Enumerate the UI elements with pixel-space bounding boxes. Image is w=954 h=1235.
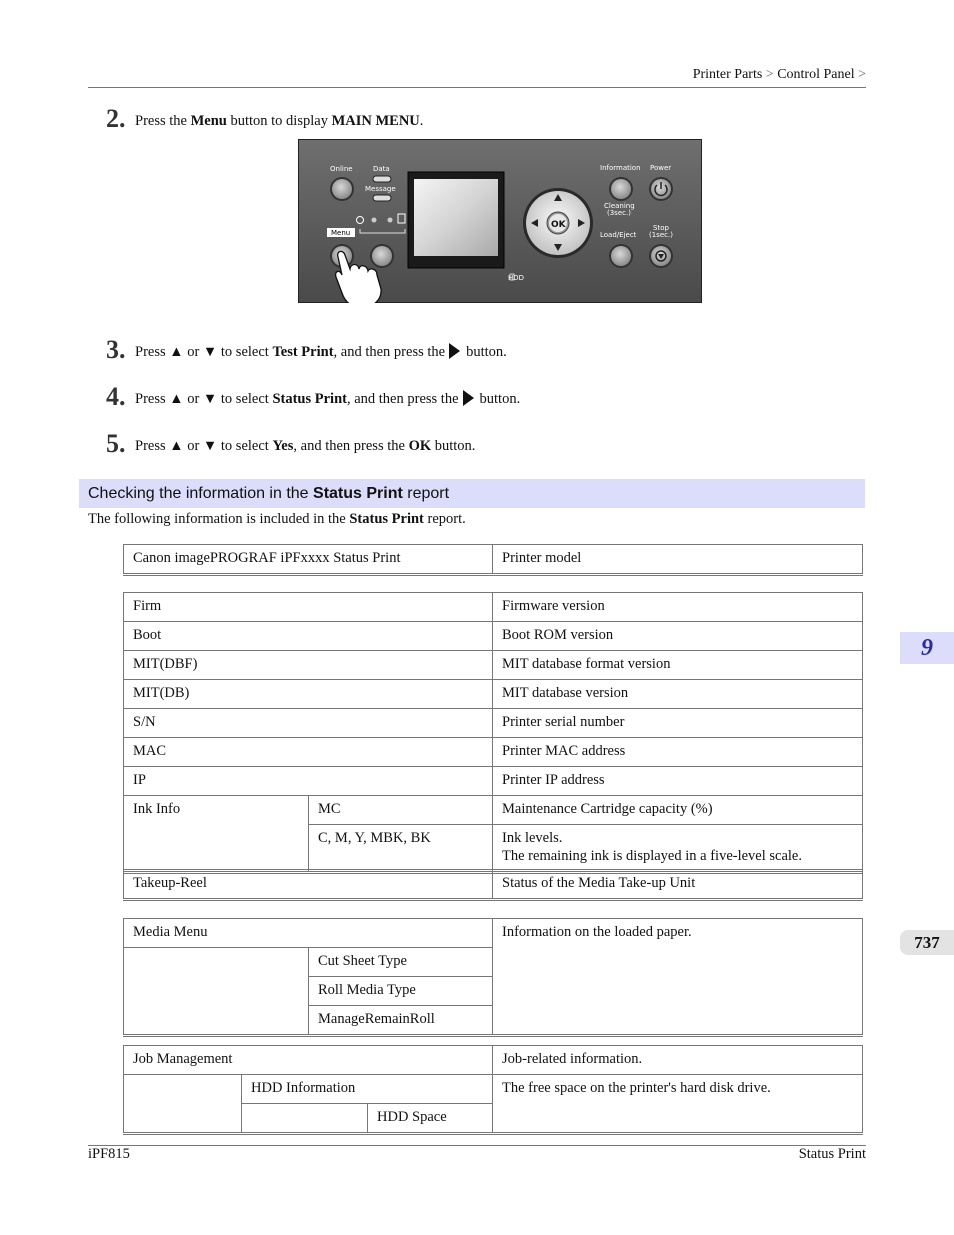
step-text: Press ▲ or ▼ to select bbox=[135, 438, 273, 454]
svg-text:Load/Eject: Load/Eject bbox=[600, 231, 637, 239]
control-panel-illustration bbox=[298, 139, 702, 303]
section-heading bbox=[79, 479, 865, 508]
printer-model-table bbox=[123, 544, 863, 576]
svg-text:HDD: HDD bbox=[508, 274, 525, 282]
footer-section: Status Print bbox=[798, 1146, 866, 1162]
step-text: button to display bbox=[226, 113, 332, 129]
svg-text:OK: OK bbox=[551, 220, 566, 230]
table-cell: HDD Space bbox=[368, 1104, 493, 1134]
table-cell: Firm bbox=[124, 593, 493, 622]
svg-text:Cleaning: Cleaning bbox=[604, 202, 635, 210]
page-number: 737 bbox=[900, 930, 954, 955]
step-bold: Menu bbox=[190, 113, 227, 129]
table-cell: Firmware version bbox=[493, 593, 863, 622]
step-number: 5. bbox=[106, 429, 126, 458]
table-cell: Printer IP address bbox=[493, 767, 863, 796]
table-cell: Cut Sheet Type bbox=[309, 948, 493, 977]
step-bold: Yes bbox=[272, 438, 294, 454]
intro-bold: Status Print bbox=[349, 511, 424, 527]
step-bold: OK bbox=[408, 438, 432, 454]
svg-text:Online: Online bbox=[330, 165, 353, 173]
svg-text:Message: Message bbox=[365, 185, 396, 193]
breadcrumb-separator: > bbox=[858, 67, 866, 82]
version-info-table bbox=[123, 592, 863, 874]
table-cell: Printer serial number bbox=[493, 709, 863, 738]
table-cell: Ink Info bbox=[124, 796, 309, 873]
table-cell: C, M, Y, MBK, BK bbox=[309, 825, 493, 873]
arrow-dial bbox=[523, 188, 593, 258]
step-number: 3. bbox=[106, 335, 126, 364]
step-number: 2. bbox=[106, 104, 126, 133]
svg-text:Power: Power bbox=[650, 164, 672, 172]
svg-text:Data: Data bbox=[373, 165, 390, 173]
online-button bbox=[330, 165, 354, 201]
table-cell: Printer model bbox=[493, 545, 863, 575]
step-bold: MAIN MENU bbox=[331, 113, 420, 129]
right-arrow-icon bbox=[463, 390, 474, 406]
step-4 bbox=[106, 382, 520, 412]
chapter-tab[interactable]: 9 bbox=[900, 632, 954, 664]
table-cell: Boot bbox=[124, 622, 493, 651]
svg-text:Menu: Menu bbox=[331, 229, 351, 237]
step-text: Press the bbox=[135, 113, 191, 129]
table-cell: HDD Information bbox=[242, 1075, 493, 1104]
table-cell: IP bbox=[124, 767, 493, 796]
table-cell: Status of the Media Take-up Unit bbox=[493, 870, 863, 900]
cell-line: The remaining ink is displayed in a five-level scale. bbox=[502, 848, 802, 864]
table-cell bbox=[124, 948, 309, 1036]
table-row bbox=[124, 622, 863, 651]
table-cell: S/N bbox=[124, 709, 493, 738]
section-heading-text: report bbox=[402, 485, 450, 502]
table-cell: Roll Media Type bbox=[309, 977, 493, 1006]
right-arrow-icon bbox=[449, 343, 460, 359]
table-cell: Takeup-Reel bbox=[124, 870, 493, 900]
section-heading-text: Checking the information in the bbox=[88, 485, 314, 502]
step-text: , and then press the bbox=[333, 344, 446, 360]
breadcrumb-separator: > bbox=[765, 67, 774, 82]
table-row bbox=[124, 1075, 863, 1104]
svg-text:Information: Information bbox=[600, 164, 641, 172]
cell-line: Ink levels. bbox=[502, 830, 563, 846]
step-text: button. bbox=[479, 391, 521, 407]
table-row bbox=[124, 796, 863, 825]
svg-text:Stop: Stop bbox=[653, 224, 669, 232]
step-text: . bbox=[419, 113, 424, 129]
table-row bbox=[124, 1046, 863, 1075]
step-2 bbox=[106, 104, 423, 134]
table-row bbox=[124, 919, 863, 948]
media-menu-table bbox=[123, 918, 863, 1037]
intro-text: The following information is included in the bbox=[88, 511, 350, 527]
table-cell: Canon imagePROGRAF iPFxxxx Status Print bbox=[124, 545, 493, 575]
step-number: 4. bbox=[106, 382, 126, 411]
table-cell: Job Management bbox=[124, 1046, 493, 1075]
breadcrumb bbox=[693, 67, 866, 83]
section-heading-bold: Status Print bbox=[313, 485, 403, 502]
breadcrumb-printer-parts[interactable]: Printer Parts bbox=[692, 67, 763, 82]
intro-paragraph bbox=[88, 511, 466, 528]
back-button bbox=[370, 244, 394, 268]
table-row bbox=[124, 651, 863, 680]
footer-model: iPF815 bbox=[88, 1146, 130, 1162]
table-cell: MIT(DBF) bbox=[124, 651, 493, 680]
power-button bbox=[649, 164, 673, 201]
table-row bbox=[124, 709, 863, 738]
table-row bbox=[124, 545, 863, 575]
table-row bbox=[124, 870, 863, 900]
table-cell: Media Menu bbox=[124, 919, 493, 948]
step-text: , and then press the bbox=[346, 391, 459, 407]
step-bold: Status Print bbox=[272, 391, 347, 407]
breadcrumb-control-panel[interactable]: Control Panel bbox=[777, 67, 855, 82]
step-text: Press ▲ or ▼ to select bbox=[135, 391, 273, 407]
step-5 bbox=[106, 429, 475, 459]
table-cell: ManageRemainRoll bbox=[309, 1006, 493, 1036]
table-cell bbox=[242, 1104, 368, 1134]
step-text: , and then press the bbox=[293, 438, 409, 454]
table-row bbox=[124, 767, 863, 796]
table-cell: MC bbox=[309, 796, 493, 825]
table-row bbox=[124, 738, 863, 767]
step-bold: Test Print bbox=[272, 344, 334, 360]
header-rule bbox=[88, 87, 866, 88]
table-cell: Boot ROM version bbox=[493, 622, 863, 651]
intro-text: report. bbox=[423, 511, 466, 527]
table-cell bbox=[124, 1075, 242, 1134]
table-cell: MAC bbox=[124, 738, 493, 767]
table-cell: MIT(DB) bbox=[124, 680, 493, 709]
step-3 bbox=[106, 335, 507, 365]
svg-text:(1sec.): (1sec.) bbox=[649, 231, 673, 239]
step-text: button. bbox=[466, 344, 507, 360]
table-cell: MIT database version bbox=[493, 680, 863, 709]
step-text: button. bbox=[431, 438, 476, 454]
table-cell: The free space on the printer's hard disk drive. bbox=[493, 1075, 863, 1134]
step-text: Press ▲ or ▼ to select bbox=[135, 344, 273, 360]
footer-rule bbox=[88, 1145, 866, 1146]
table-cell: Job-related information. bbox=[493, 1046, 863, 1075]
takeup-reel-table bbox=[123, 869, 863, 901]
table-cell: MIT database format version bbox=[493, 651, 863, 680]
table-cell: Maintenance Cartridge capacity (%) bbox=[493, 796, 863, 825]
svg-text:(3sec.): (3sec.) bbox=[607, 209, 631, 217]
table-row bbox=[124, 680, 863, 709]
table-cell: Information on the loaded paper. bbox=[493, 919, 863, 1036]
job-management-table bbox=[123, 1045, 863, 1135]
table-row bbox=[124, 593, 863, 622]
table-cell bbox=[493, 825, 863, 873]
table-cell: Printer MAC address bbox=[493, 738, 863, 767]
